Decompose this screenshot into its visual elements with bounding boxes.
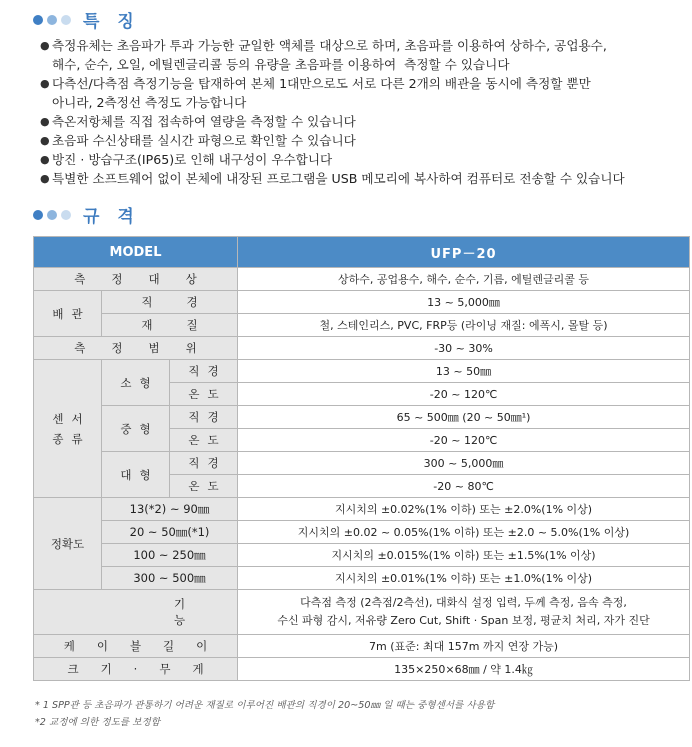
pipe-diameter-value: 13 ~ 5,000㎜ — [238, 291, 690, 314]
heading-dot-icon — [33, 15, 43, 25]
accuracy-range: 13(*2) ~ 90㎜ — [102, 498, 238, 521]
table-row — [34, 268, 690, 291]
spec-table — [33, 236, 690, 681]
list-item: ● 특별한 소프트웨어 없이 본체에 내장된 프로그램을 USB 메모리에 복사하여 컴퓨터로 전송할 수 있습니다 — [40, 171, 625, 186]
heading-dot-icon — [61, 15, 71, 25]
model-value: UFP－20 — [238, 237, 690, 268]
pipe-diameter-label: 직경 — [102, 291, 238, 314]
sensor-label: 센서 종류 — [34, 360, 102, 498]
bullet-icon: ● — [40, 153, 50, 166]
pipe-material-label: 재질 — [102, 314, 238, 337]
table-row — [34, 544, 690, 567]
function-label: 기능 — [34, 590, 238, 635]
features-title: 특 징 — [83, 12, 140, 32]
features-list — [40, 36, 680, 188]
cable-value: 7m (표준: 최대 157m 까지 연장 가능) — [238, 635, 690, 658]
spec-title: 규 격 — [83, 207, 140, 227]
sensor-large-temp: -20 ~ 80℃ — [238, 475, 690, 498]
table-row — [34, 590, 690, 635]
sensor-large-label: 대형 — [102, 452, 170, 498]
accuracy-range: 100 ~ 250㎜ — [102, 544, 238, 567]
sensor-medium-diameter: 65 ~ 500㎜ (20 ~ 50㎜¹) — [238, 406, 690, 429]
list-item: ● 다측선/다측점 측정기능을 탑재하여 본체 1대만으로도 서로 다른 2개의 배관을 동시에 측정할 뿐만 아니라, 2측정선 측정도 가능합니다 — [40, 76, 591, 110]
heading-dot-icon — [47, 15, 57, 25]
table-row — [34, 658, 690, 681]
table-row — [34, 452, 690, 475]
sensor-small-temp: -20 ~ 120℃ — [238, 383, 690, 406]
sensor-small-diameter: 13 ~ 50㎜ — [238, 360, 690, 383]
heading-dot-icon — [61, 210, 71, 220]
bullet-icon: ● — [40, 39, 50, 52]
footnote: *2 교정에 의한 정도를 보정함 — [35, 717, 161, 728]
table-row — [34, 521, 690, 544]
size-weight-label: 크기·무게 — [34, 658, 238, 681]
heading-dot-icon — [47, 210, 57, 220]
function-value: 다측점 측정 (2측점/2측선), 대화식 설정 입력, 두께 측정, 음속 측정, 수신 파형 감시, 저유량 Zero Cut, Shift · Span 보정, 평균치 처리, 자가 진단 — [238, 590, 690, 635]
table-row — [34, 291, 690, 314]
accuracy-value: 지시치의 ±0.02%(1% 이하) 또는 ±2.0%(1% 이상) — [238, 498, 690, 521]
table-row — [34, 567, 690, 590]
bullet-icon: ● — [40, 134, 50, 147]
measure-target-value: 상하수, 공업용수, 해수, 순수, 기름, 에틸렌글리콜 등 — [238, 268, 690, 291]
table-row — [34, 337, 690, 360]
footnotes — [35, 697, 494, 731]
bullet-icon: ● — [40, 172, 50, 185]
accuracy-range: 300 ~ 500㎜ — [102, 567, 238, 590]
sensor-temp-label: 온도 — [170, 429, 238, 452]
measure-target-label: 측정대상 — [34, 268, 238, 291]
table-row — [34, 314, 690, 337]
footnote: * 1 SPP관 등 초음파가 관통하기 어려운 재질로 이루어진 배관의 직경이 20~50㎜ 일 때는 중형센서를 사용함 — [35, 700, 495, 711]
list-item: ● 측온저항체를 직접 접속하여 열량을 측정할 수 있습니다 — [40, 114, 356, 129]
range-value: -30 ~ 30% — [238, 337, 690, 360]
spec-heading — [33, 202, 140, 227]
size-weight-value: 135×250×68㎜ / 약 1.4㎏ — [238, 658, 690, 681]
table-row — [34, 360, 690, 383]
sensor-medium-temp: -20 ~ 120℃ — [238, 429, 690, 452]
accuracy-label: 정확도 — [34, 498, 102, 590]
accuracy-range: 20 ~ 50㎜(*1) — [102, 521, 238, 544]
table-row — [34, 635, 690, 658]
sensor-diameter-label: 직경 — [170, 406, 238, 429]
sensor-diameter-label: 직경 — [170, 452, 238, 475]
table-row — [34, 406, 690, 429]
model-header: MODEL — [34, 237, 238, 268]
sensor-temp-label: 온도 — [170, 475, 238, 498]
list-item: ● 방진 · 방습구조(IP65)로 인해 내구성이 우수합니다 — [40, 152, 333, 167]
features-heading — [33, 7, 140, 32]
cable-label: 케이블길이 — [34, 635, 238, 658]
pipe-label: 배관 — [34, 291, 102, 337]
table-row — [34, 498, 690, 521]
sensor-temp-label: 온도 — [170, 383, 238, 406]
list-item: ● 측정유체는 초음파가 투과 가능한 균일한 액체를 대상으로 하며, 초음파를 이용하여 상하수, 공업용수, 해수, 순수, 오일, 에틸렌글리콜 등의 유량을 초음파를 이용하여 측정할 수 있습니다 — [40, 38, 607, 72]
accuracy-value: 지시치의 ±0.02 ~ 0.05%(1% 이하) 또는 ±2.0 ~ 5.0%(1% 이상) — [238, 521, 690, 544]
bullet-icon: ● — [40, 77, 50, 90]
sensor-large-diameter: 300 ~ 5,000㎜ — [238, 452, 690, 475]
list-item: ● 초음파 수신상태를 실시간 파형으로 확인할 수 있습니다 — [40, 133, 356, 148]
sensor-medium-label: 중형 — [102, 406, 170, 452]
range-label: 측정범위 — [34, 337, 238, 360]
accuracy-value: 지시치의 ±0.015%(1% 이하) 또는 ±1.5%(1% 이상) — [238, 544, 690, 567]
bullet-icon: ● — [40, 115, 50, 128]
sensor-small-label: 소형 — [102, 360, 170, 406]
heading-dot-icon — [33, 210, 43, 220]
table-header-row — [34, 237, 690, 268]
pipe-material-value: 철, 스테인리스, PVC, FRP등 (라이닝 재질: 에폭시, 몰탈 등) — [238, 314, 690, 337]
sensor-diameter-label: 직경 — [170, 360, 238, 383]
accuracy-value: 지시치의 ±0.01%(1% 이하) 또는 ±1.0%(1% 이상) — [238, 567, 690, 590]
